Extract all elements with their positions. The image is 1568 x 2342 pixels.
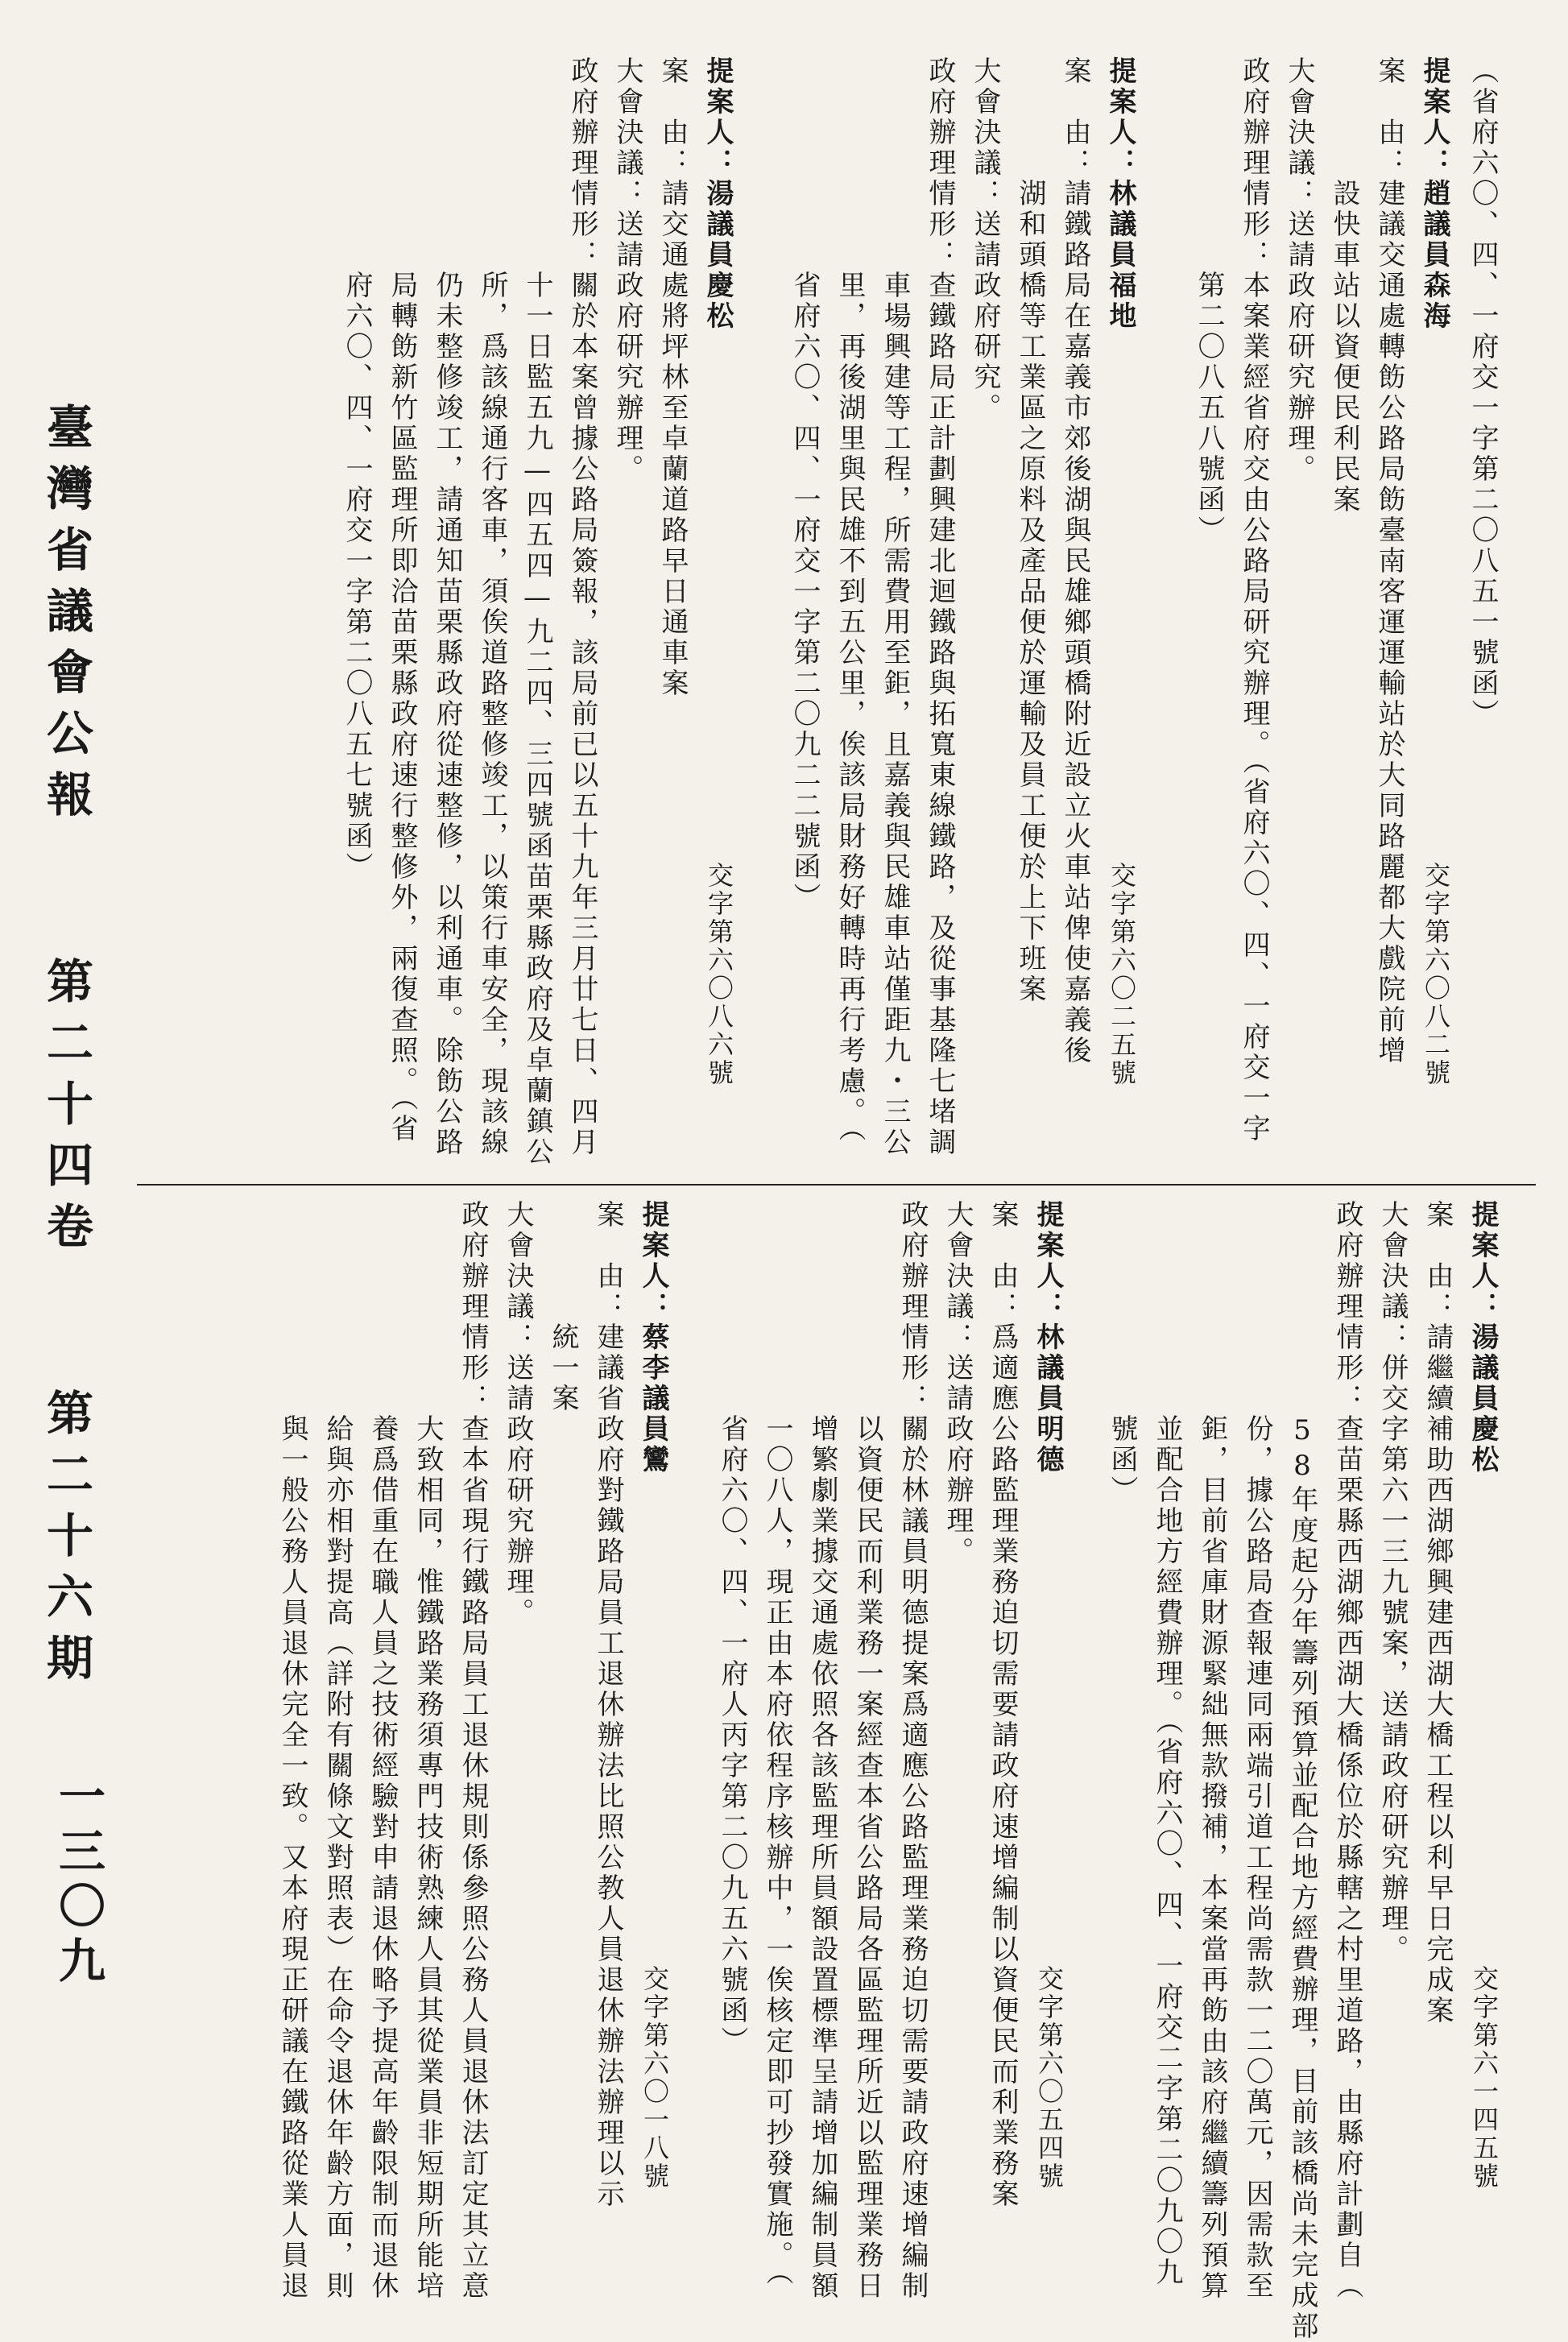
case-gov-line: 一〇八人，現正由本府依程序核辦中，一俟核定即可抄發實施。（ bbox=[761, 1200, 793, 2288]
top-reference: （省府六〇、四、一府交一字第二〇八五一號函） bbox=[1467, 56, 1499, 730]
volume-label: 第二十四卷 bbox=[39, 957, 93, 1263]
case-gov-line: 增繁劇業據交通處依照各該監理所員額設置標準呈請增加編制員額 bbox=[806, 1200, 838, 2302]
case-resolution: 大會決議：送請政府研究辦理。 bbox=[611, 56, 643, 485]
case-resolution: 大會決議：送請政府研究辦理。 bbox=[1283, 56, 1315, 485]
case-gov-line: 政府辦理情形：查本省現行鐵路局員工退休規則係參照公務人員退休法訂定其立意 bbox=[457, 1200, 489, 2302]
case-subject-line: 設快車站以資便民利民案 bbox=[1328, 56, 1360, 515]
case-subject-line: 案 由：請交通處將坪林至卓蘭道路早日通車案 bbox=[656, 56, 689, 699]
case-gov-line: 並配合地方經費辦理。（省府六〇、四、一府交二字第二〇九〇九 bbox=[1151, 1200, 1183, 2288]
case-gov-line: 十一日監五九—四五四—九二四、三四號函苗栗縣政府及卓蘭鎮公 bbox=[521, 56, 553, 1168]
case-resolution: 大會決議：併交字第六一三九號案，送請政府研究辦理。 bbox=[1376, 1200, 1409, 1965]
case-gov-line: 號函） bbox=[1106, 1200, 1138, 1506]
case-number: 交字第六〇五四號 bbox=[1034, 1965, 1065, 2191]
top-section bbox=[185, 56, 1506, 1168]
case-number: 交字第六〇八六號 bbox=[704, 862, 734, 1087]
case-gov-line: 份，據公路局查報連同兩端引道工程尚需款一二〇萬元，因需款至 bbox=[1241, 1200, 1273, 2302]
case-gov-line: 政府辦理情形：關於本案曾據公路局簽報，該局前已以五十九年三月廿七日、四月 bbox=[566, 56, 598, 1158]
case-proposer: 提案人：趙議員森海 bbox=[1418, 56, 1450, 332]
case-number: 交字第六〇一八號 bbox=[639, 1965, 670, 2191]
case-gov-line: 58年度起分年籌列預算並配合地方經費辦理，目前該橋尚未完成部 bbox=[1286, 1200, 1318, 2342]
case-gov-line: 政府辦理情形：關於林議員明德提案爲適應公路監理業務迫切需要請政府速增編制 bbox=[896, 1200, 929, 2302]
case-proposer: 提案人：蔡李議員鸞 bbox=[637, 1200, 669, 1475]
case-resolution: 大會決議：送請政府研究。 bbox=[969, 56, 1001, 424]
journal-title: 臺灣省議會公報 bbox=[39, 403, 93, 831]
case-subject-line: 案 由：爲適應公路監理業務迫切需要請政府速增編制以資便民而利業務案 bbox=[987, 1200, 1019, 2210]
case-gov-line: 給與亦相對提高（詳附有關條文對照表）在命令退休年齡方面，則 bbox=[321, 1200, 354, 2302]
section-divider bbox=[137, 1184, 1536, 1185]
case-gov-line: 政府辦理情形：查苗栗縣西湖鄉西湖大橋係位於縣轄之村里道路，由縣府計劃自（ bbox=[1331, 1200, 1363, 2302]
case-gov-line: 里，再後湖里與民雄不到五公里，俟該局財務好轉時再行考慮。（ bbox=[834, 56, 866, 1144]
case-gov-line: 與一般公務人員退休完全一致。又本府現正研議在鐵路從業人員退 bbox=[276, 1200, 308, 2302]
case-number: 交字第六〇二五號 bbox=[1107, 862, 1137, 1087]
case-resolution: 大會決議：送請政府研究辦理。 bbox=[502, 1200, 534, 1628]
case-resolution: 大會決議：送請政府辦理。 bbox=[941, 1200, 974, 1567]
case-proposer: 提案人：林議員明德 bbox=[1032, 1200, 1064, 1475]
case-gov-line: 局轉飭新竹區監理所即洽苗栗縣政府速行整修外，兩復查照。（省 bbox=[386, 56, 418, 1144]
bottom-section bbox=[185, 1200, 1506, 2342]
case-gov-line: 大致相同，惟鐵路業務須專門技術熟練人員其從業員非短期所能培 bbox=[412, 1200, 444, 2302]
case-gov-line: 所，爲該線通行客車，須俟道路整修竣工，以策行車安全，現該線 bbox=[476, 56, 508, 1158]
case-gov-line: 車場興建等工程，所需費用至鉅，且嘉義與民雄車站僅距九・三公 bbox=[879, 56, 911, 1158]
case-gov-line: 養爲借重在職人員之技術經驗對申請退休略予提高年齡限制而退休 bbox=[366, 1200, 399, 2302]
case-subject-line: 統一案 bbox=[547, 1200, 579, 1414]
case-gov-line: 省府六〇、四、一府人丙字第二〇九五六號函） bbox=[716, 1200, 748, 2057]
case-gov-line: 府六〇、四、一府交一字第二〇八五七號函） bbox=[341, 56, 373, 883]
case-gov-line: 政府辦理情形：查鐵路局正計劃興建北迴鐵路與拓寬東線鐵路，及從事基隆七堵調 bbox=[924, 56, 956, 1158]
case-gov-line: 以資便民而利業務一案經查本省公路局各區監理所近以監理業務日 bbox=[851, 1200, 883, 2302]
case-gov-line: 仍未整修竣工，請通知苗栗縣政府從速整修，以利通車。除飭公路 bbox=[431, 56, 463, 1158]
case-proposer: 提案人：湯議員慶松 bbox=[701, 56, 734, 332]
issue-label: 第二十六期 bbox=[39, 1388, 93, 1694]
page-number: 一三〇九 bbox=[51, 1772, 105, 1991]
case-number: 交字第六一四五號 bbox=[1469, 1965, 1500, 2191]
journal-footer bbox=[32, 403, 100, 1694]
case-subject-line: 案 由：請鐵路局在嘉義市郊後湖與民雄鄉頭橋附近設立火車站俾使嘉義後 bbox=[1059, 56, 1091, 1066]
case-gov-line: 第二〇八五八號函） bbox=[1193, 56, 1225, 546]
case-number: 交字第六〇八二號 bbox=[1421, 862, 1451, 1087]
case-gov-line: 鉅，目前省庫財源緊絀無款撥補，本案當再飭由該府繼續籌列預算 bbox=[1196, 1200, 1228, 2302]
case-subject-line: 湖和頭橋等工業區之原料及產品便於運輸及員工便於上下班案 bbox=[1014, 56, 1046, 1005]
case-gov-line: 省府六〇、四、一府交一字第二〇九二二號函） bbox=[788, 56, 821, 913]
case-subject-line: 案 由：建議省政府對鐵路局員工退休辦法比照公教人員退休辦法辦理以示 bbox=[592, 1200, 624, 2210]
case-gov-line: 政府辦理情形：本案業經省府交由公路局研究辦理。（省府六〇、四、一府交一字 bbox=[1238, 56, 1270, 1144]
case-proposer: 提案人：湯議員慶松 bbox=[1467, 1200, 1499, 1475]
case-proposer: 提案人：林議員福地 bbox=[1104, 56, 1136, 332]
case-subject-line: 案 由：建議交通處轉飭公路局飭臺南客運運輸站於大同路麗都大戲院前增 bbox=[1373, 56, 1405, 1066]
case-subject-line: 案 由：請繼續補助西湖鄉興建西湖大橋工程以利早日完成案 bbox=[1421, 1200, 1454, 2026]
